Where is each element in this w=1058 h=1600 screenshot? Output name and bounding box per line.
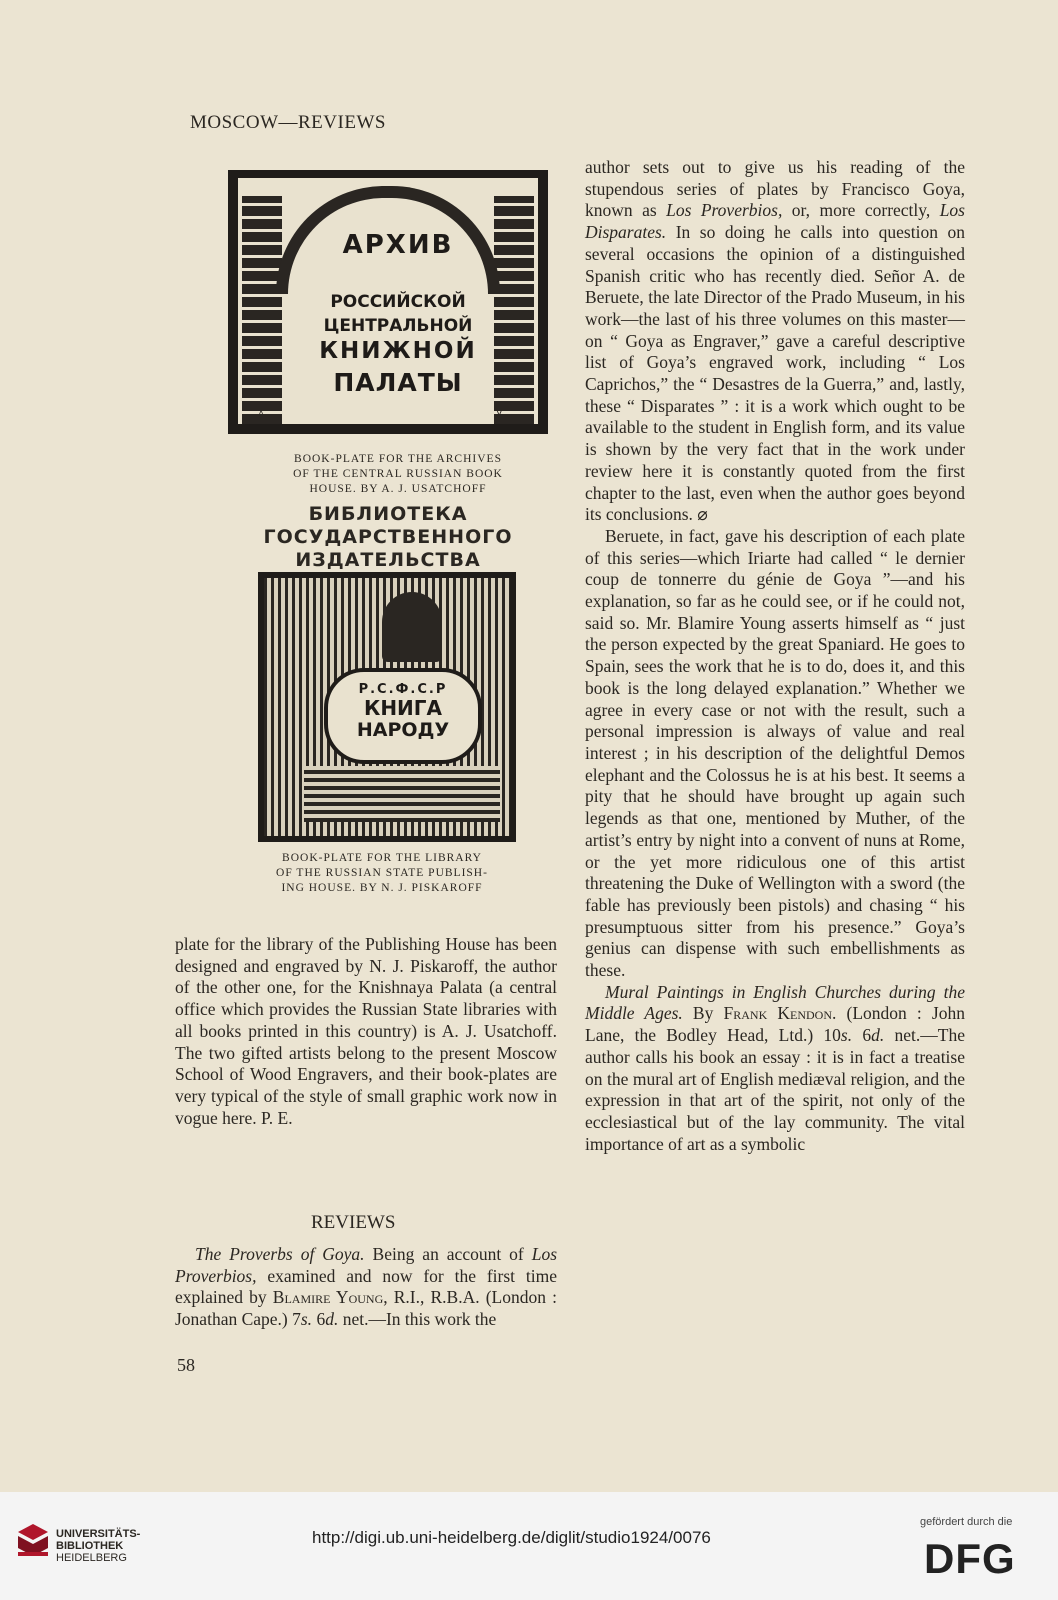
author-name: Frank Kendon. [723,1003,837,1024]
text-run: net.—The author calls his book an essay : it is in fact a treatise on the mural art of English mediæval religion, and the expression in that art of the spirit, not only of the ecclesiastical but of the lay community. The vital importance of art as a symbolic [585,1025,965,1154]
review-goya-intro [175,1244,557,1331]
right-column-decoration [494,196,534,424]
caption-line: OF THE CENTRAL RUSSIAN BOOK [293,468,503,480]
text-run: s. [840,1025,853,1046]
bookplate-library-caption [246,851,518,896]
book-title: Mural Paintings in English Churches during the Middle Ages. [585,981,965,1024]
bookplate-line-5: ПАЛАТЫ [333,368,463,397]
running-header: MOSCOW—REVIEWS [190,112,386,133]
text-run: 6 [852,1025,872,1046]
paragraph: plate for the library of the Publishing House has been designed and engraved by N. J. Piskaroff, the author of the other one, for the Knishnaya Palata (a central office which provides the Russian State libraries with all books printed in this country) is A. J. Usatchoff. The two gifted artists belong to the present Moscow School of Wood Engravers, and their book-plates are very typical of the style of small graphic work now in vogue here. P. E. [175,934,557,1128]
university-library-logo-icon [16,1522,50,1564]
text-run: examined and now for the first time explained by [175,1265,557,1308]
text-run: Los Proverbios, [175,1244,558,1286]
library-name [56,1528,140,1564]
drum-line: Р.С.Ф.С.Р [358,682,448,697]
bookplate-library-title [228,503,548,572]
bookplate-line-2: РОССИЙСКОЙ [330,292,466,312]
paragraph [585,982,965,1156]
library-line: UNIVERSITÄTS- [56,1528,141,1540]
bookplate-archives-caption [248,452,548,497]
paragraph [585,157,965,526]
dfg-logo: DFG [924,1535,1016,1582]
printing-press-base [304,766,500,822]
reviews-heading: REVIEWS [311,1212,396,1233]
text-run: (London : John Lane, the Bodley Head, Ltd.) 10 [585,1003,965,1046]
text-run: By [682,1003,724,1024]
text-run: net.—In this work the [338,1309,497,1330]
bookplate-line-4: КНИЖНОЙ [319,338,477,364]
page-number: 58 [177,1355,195,1375]
book-title: The Proverbs of Goya. [195,1244,365,1264]
author-name: Blamire Young, [272,1287,388,1308]
library-line: BIBLIOTHEK [56,1540,124,1552]
caption-line: ING HOUSE. BY N. J. PISKAROFF [281,882,483,894]
right-column-text [585,157,965,1155]
book-drum [324,668,482,764]
text-run: In so doing he calls into question on several occasions the opinion of a distinguished Spanish critic who has recently died. Señor A. de Beruete, the late Director of the Prado Museum, in his work—the last of his three volumes on this master—on “ Goya as Engraver,” gave a careful descriptive list of Goya’s engraved work, including “ Los Caprichos,” the “ Desastres de la Guerra,” and, lastly, these “ Disparates ” : it is a work which ought to be available to the student in English form, and its value is shown by the very fact that in the work under review here it is constantly quoted from the first chapter to the last, even when the author goes beyond its conclusions. ⌀ [585,222,965,525]
text-run: d. [325,1309,339,1330]
text-run: or, more correctly, [782,200,940,221]
corner-letter-left: А [258,410,265,420]
drum-line: КНИГА [363,696,443,720]
title-line: ИЗДАТЕЛЬСТВА [295,549,481,571]
paragraph [175,1244,557,1331]
figure-silhouette [382,592,442,662]
bookplate-archives-image [228,170,548,434]
text-run: d. [871,1025,885,1046]
title-line: ГОСУДАРСТВЕННОГО [263,526,513,548]
library-line: HEIDELBERG [56,1552,127,1564]
bookplate-library-image [258,572,516,842]
text-run: Los Proverbios, [666,200,783,221]
caption-line: HOUSE. BY A. J. USATCHOFF [309,483,487,495]
caption-line: BOOK-PLATE FOR THE LIBRARY [282,852,482,864]
bookplate-line-3: ЦЕНТРАЛЬНОЙ [323,316,473,336]
text-run: author sets out to give us his reading of the stupendous series of plates by Francisco Goya, known as [585,157,965,221]
drum-line: НАРОДУ [356,719,450,741]
funded-by-label: gefördert durch die [920,1516,1013,1528]
text-run: R.I., R.B.A. (London : Jonathan Cape.) 7 [175,1287,557,1330]
text-run: s. [300,1309,313,1330]
caption-line: OF THE RUSSIAN STATE PUBLISH- [276,867,488,879]
left-column-text [175,934,557,1129]
text-run: 6 [312,1309,326,1330]
text-run: Los Disparates. [585,200,965,243]
left-column-decoration [242,196,282,424]
corner-letter-right: У [496,410,502,420]
permalink-url[interactable]: http://digi.ub.uni-heidelberg.de/diglit/studio1924/0076 [312,1528,711,1547]
title-line: БИБЛИОТЕКА [308,503,468,525]
caption-line: BOOK-PLATE FOR THE ARCHIVES [294,453,502,465]
paragraph: Beruete, in fact, gave his description of each plate of this series—which Iriarte had called “ le dernier coup de tonnerre du génie de Goya ”—and his explanation, so far as he could see, or if he could not, said so. Mr. Blamire Young asserts himself as “ just the person expected by the great Spaniard. He goes to Spain, sees the work that he is to do, does it, and this book is the long delayed explanation.” Whether we agree in every case or not with the result, such a personal impression is always of value and real interest ; in his description of the delightful Demos elephant and the Colossus he is at his best. It seems a pity that he should have brought up again such legends as that one, mentioned by Muther, of the artist’s entry by night into a convent of nuns at Rome, or the yet more ridiculous one of this artist threatening the Duke of Wellington with a sword (the fable has previously been pistols) and chasing “ his presumptuous sitter from his presence.” Goya’s genius can dispense with such embellishments as these. [585,525,965,981]
bookplate-line-1: АРХИВ [342,230,454,260]
text-run: Being an account of [364,1244,532,1264]
